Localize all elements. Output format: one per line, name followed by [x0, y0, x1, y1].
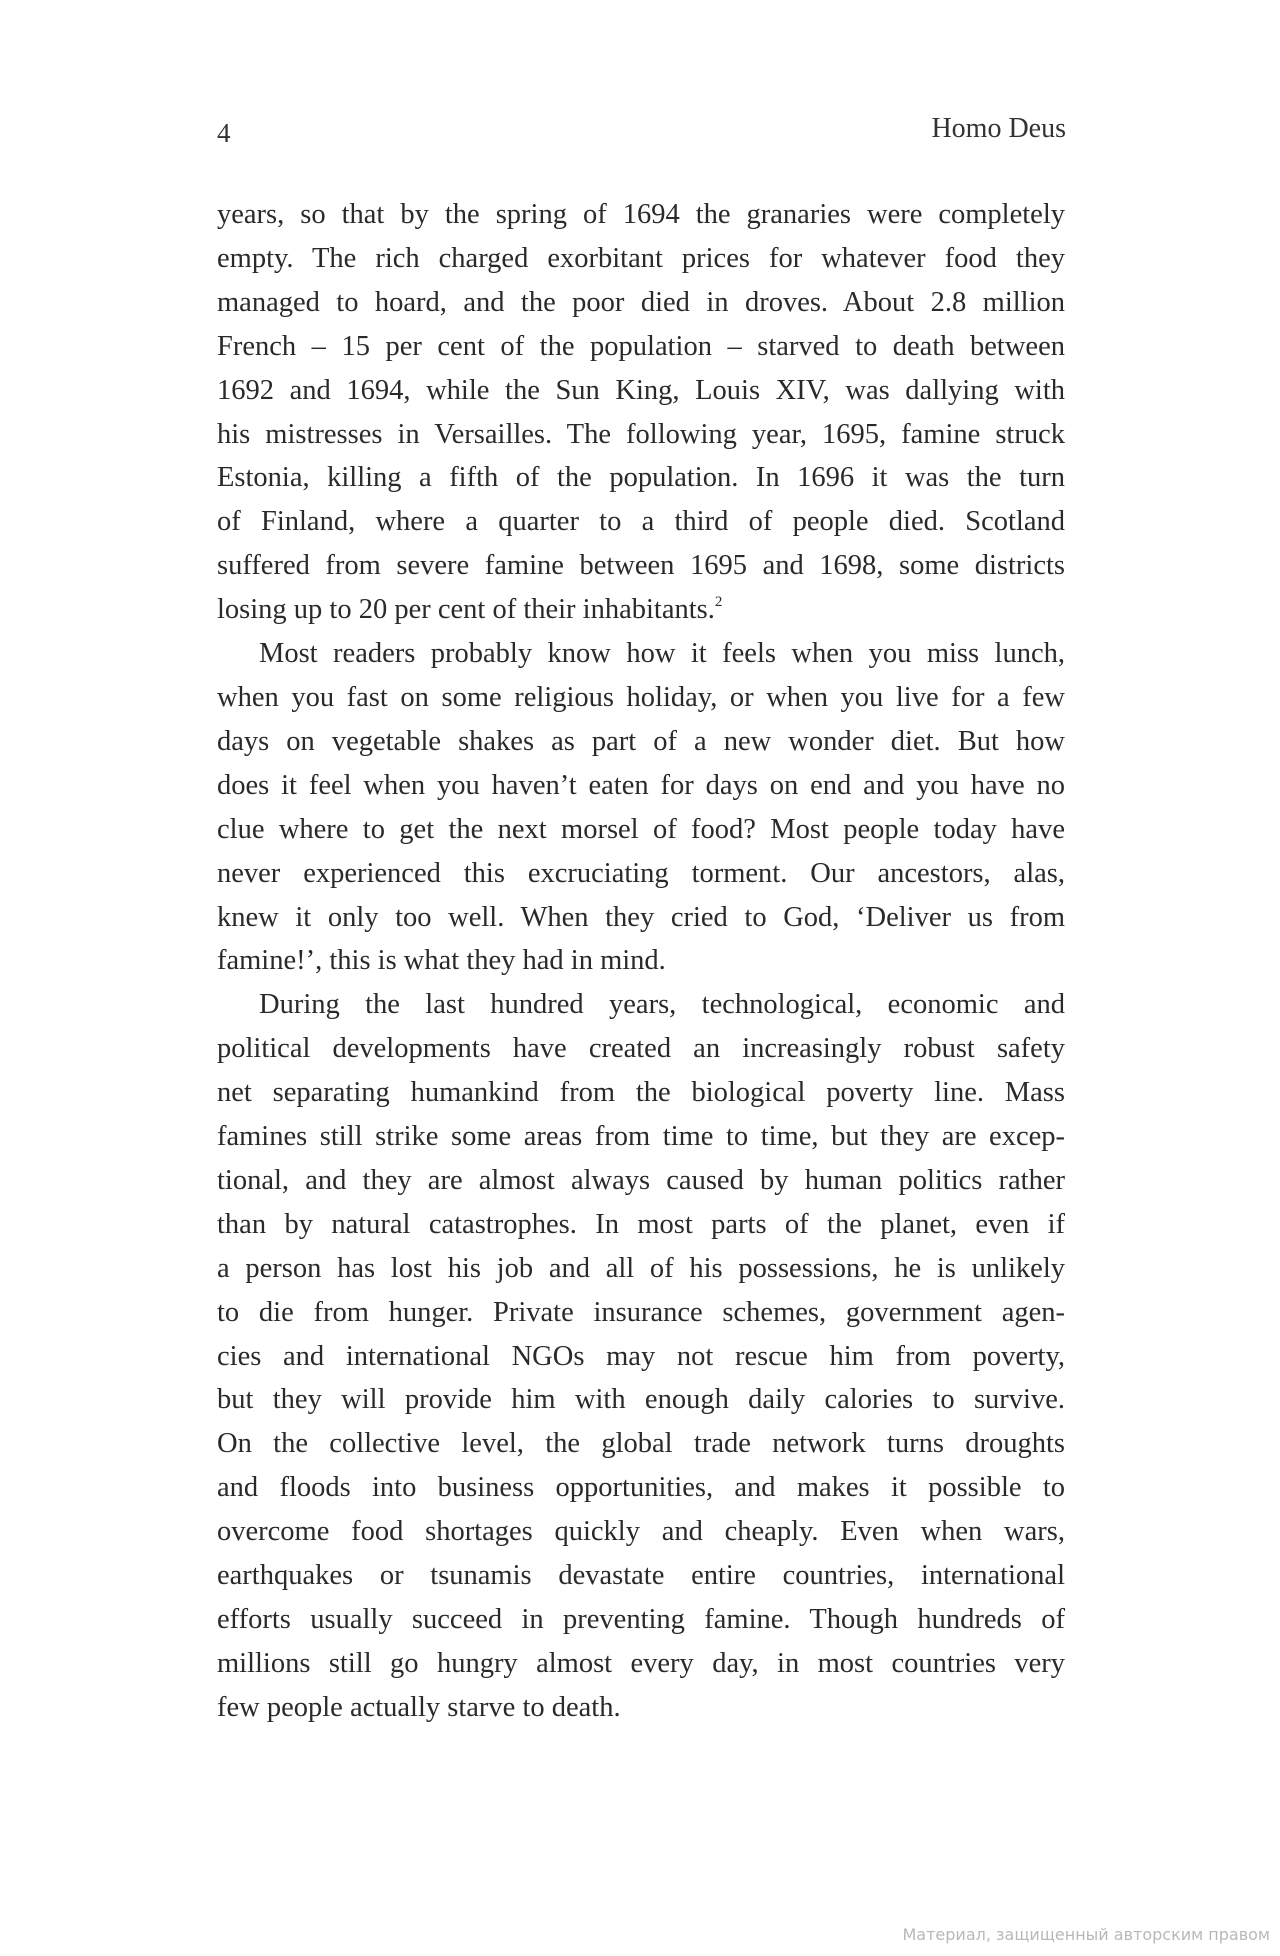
text-line: does it feel when you haven’t eaten for days on end and you have no — [217, 769, 1065, 801]
text-line: empty. The rich charged exorbitant prices for whatever food they — [217, 242, 1065, 274]
text-line: millions still go hungry almost every day, in most countries very — [217, 1647, 1065, 1679]
text-line: net separating humankind from the biological poverty line. Mass — [217, 1077, 1065, 1109]
text-line: never experienced this excruciating torment. Our ancestors, alas, — [217, 857, 1065, 889]
paragraph-3 — [217, 983, 1065, 1729]
text-line: On the collective level, the global trade network turns droughts — [217, 1428, 1065, 1460]
page-number: 4 — [217, 118, 231, 148]
body-text — [217, 193, 1065, 1730]
paragraph-1 — [217, 193, 1065, 632]
text-line-last: famine!’, this is what they had in mind. — [217, 945, 666, 977]
text-line-first: During the last hundred years, technological, economic and — [259, 989, 1065, 1021]
text-line: tional, and they are almost always caused by human politics rather — [217, 1164, 1065, 1196]
text-line: cies and international NGOs may not rescue him from poverty, — [217, 1340, 1065, 1372]
text-line: but they will provide him with enough daily calories to survive. — [217, 1384, 1065, 1416]
text-line-content: losing up to 20 per cent of their inhabitants. — [217, 594, 715, 626]
text-line: famines still strike some areas from time to time, but they are excep- — [217, 1121, 1065, 1153]
text-line: years, so that by the spring of 1694 the granaries were completely — [217, 199, 1065, 230]
text-line: efforts usually succeed in preventing famine. Though hundreds of — [217, 1604, 1065, 1635]
text-line: of Finland, where a quarter to a third of people died. Scotland — [217, 506, 1065, 538]
text-line: managed to hoard, and the poor died in droves. About 2.8 million — [217, 286, 1065, 318]
text-line: 1692 and 1694, while the Sun King, Louis XIV, was dallying with — [217, 374, 1065, 406]
text-line: a person has lost his job and all of his possessions, he is unlikely — [217, 1252, 1065, 1284]
text-line: than by natural catastrophes. In most parts of the planet, even if — [217, 1208, 1065, 1240]
text-line: clue where to get the next morsel of food? Most people today have — [217, 813, 1065, 845]
text-line: political developments have created an increasingly robust safety — [217, 1033, 1065, 1065]
paragraph-2 — [217, 632, 1065, 983]
text-line: earthquakes or tsunamis devastate entire countries, international — [217, 1560, 1065, 1592]
running-head: Homo Deus — [931, 113, 1066, 144]
footnote-reference[interactable]: 2 — [714, 594, 723, 611]
text-line: and floods into business opportunities, and makes it possible to — [217, 1472, 1065, 1504]
text-line: French – 15 per cent of the population – starved to death between — [217, 330, 1065, 362]
text-line: knew it only too well. When they cried to God, ‘Deliver us from — [217, 901, 1065, 933]
text-line: when you fast on some religious holiday, or when you live for a few — [217, 681, 1065, 713]
text-line-last — [217, 588, 1065, 632]
text-line: Estonia, killing a fifth of the population. In 1696 it was the turn — [217, 462, 1065, 494]
text-line: days on vegetable shakes as part of a new wonder diet. But how — [217, 725, 1065, 757]
text-line-first: Most readers probably know how it feels when you miss lunch, — [259, 638, 1065, 670]
text-line: to die from hunger. Private insurance schemes, government agen- — [217, 1296, 1065, 1328]
text-line: his mistresses in Versailles. The following year, 1695, famine struck — [217, 418, 1065, 450]
text-line: overcome food shortages quickly and cheaply. Even when wars, — [217, 1516, 1065, 1548]
copyright-watermark: Материал, защищенный авторским правом — [902, 1925, 1270, 1944]
text-line-last: few people actually starve to death. — [217, 1691, 621, 1723]
text-line: suffered from severe famine between 1695 and 1698, some districts — [217, 550, 1065, 582]
